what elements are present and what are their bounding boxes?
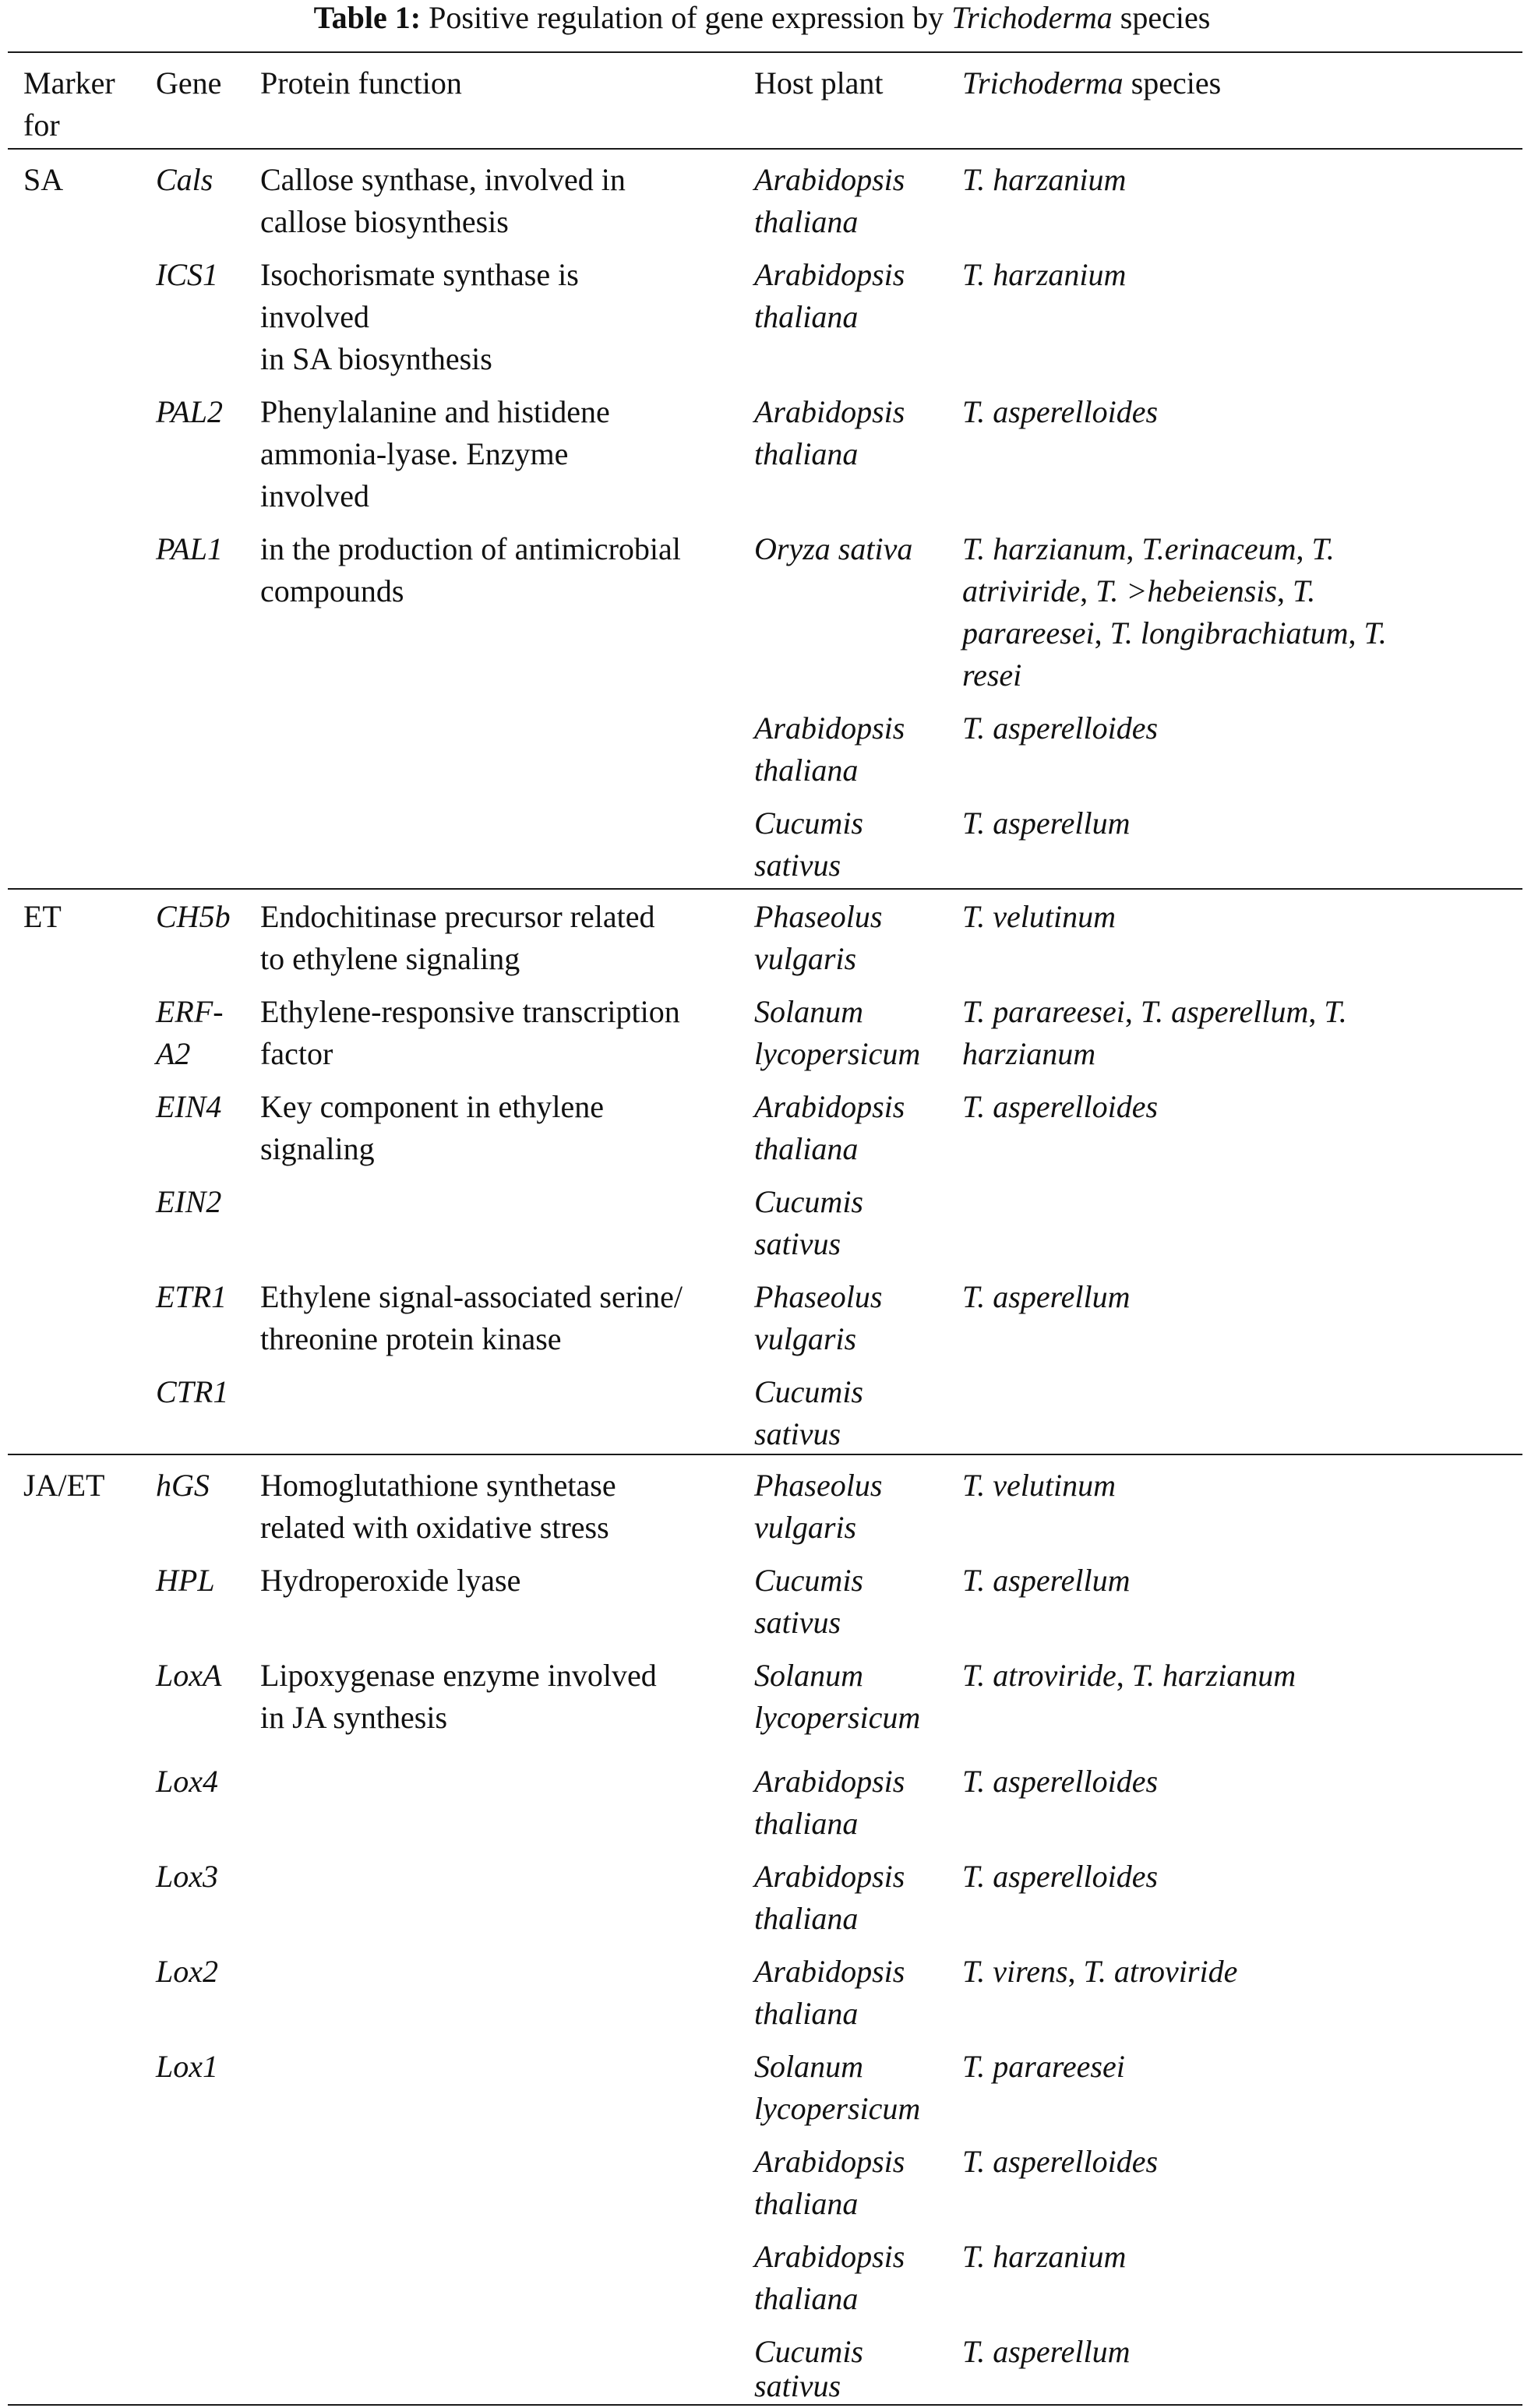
species-parareesei-word: parareesei: [962, 615, 1095, 650]
function-hgs-line1: Homoglutathione synthetase: [260, 1468, 616, 1503]
species-separator: ,: [1348, 615, 1356, 650]
host-etr1-line2: vulgaris: [754, 1321, 857, 1356]
host-hpl-line1: Cucumis: [754, 1563, 863, 1598]
host-loxa-line1: Solanum: [754, 1658, 863, 1693]
species-lox1-arabidopsis-a: T. asperelloides: [962, 2144, 1159, 2179]
function-ein4-line2: signaling: [260, 1131, 375, 1166]
gene-ics1: ICS1: [156, 257, 218, 292]
function-pal2-line3: involved: [260, 478, 369, 513]
host-lox2-line2: thaliana: [754, 1996, 859, 2031]
gene-loxa: LoxA: [156, 1658, 222, 1693]
host-lox4-line2: thaliana: [754, 1806, 859, 1841]
host-ch5b-line2: vulgaris: [754, 941, 857, 976]
gene-erf-a2-line2: A2: [156, 1036, 191, 1071]
host-ein2-line1: Cucumis: [754, 1184, 863, 1219]
species-lox3: T. asperelloides: [962, 1859, 1159, 1894]
host-ch5b-line1: Phaseolus: [754, 899, 883, 934]
header-host-plant: Host plant: [754, 65, 884, 100]
species-lox4: T. asperelloides: [962, 1764, 1159, 1799]
function-pal2-line2: ammonia-lyase. Enzyme: [260, 436, 569, 471]
gene-pal2: PAL2: [156, 394, 223, 429]
function-etr1-line1: Ethylene signal-associated serine/: [260, 1279, 683, 1314]
species-atroviride: T. atroviride: [962, 1658, 1117, 1693]
species-ch5b: T. velutinum: [962, 899, 1117, 934]
host-pal2-line1: Arabidopsis: [754, 394, 905, 429]
host-lox4-line1: Arabidopsis: [754, 1764, 905, 1799]
group-label-sa: SA: [23, 162, 64, 197]
host-pal2-line2: thaliana: [754, 436, 859, 471]
function-hpl: Hydroperoxide lyase: [260, 1563, 521, 1598]
species-erf-a2-line2: harzianum: [962, 1036, 1096, 1071]
species-erf-a2-line1: [962, 991, 1347, 1033]
species-ics1: T. harzanium: [962, 257, 1127, 292]
header-species-word: species: [1131, 65, 1222, 100]
table-caption: [0, 0, 1524, 36]
species-loxa: [962, 1655, 1296, 1697]
host-lox1-arabidopsis-b-line1: Arabidopsis: [754, 2239, 905, 2274]
header-protein-function: Protein function: [260, 65, 462, 100]
host-cals-line2: thaliana: [754, 204, 859, 239]
function-ics1-line2: involved: [260, 299, 369, 334]
host-ics1-line1: Arabidopsis: [754, 257, 905, 292]
group-label-et: ET: [23, 899, 62, 934]
header-bottom-rule: [8, 148, 1522, 150]
species-pal1-cucumis: T. asperellum: [962, 806, 1131, 841]
host-lox1-cucumis-line2: sativus: [754, 2368, 841, 2403]
function-ics1-line1: Isochorismate synthase is: [260, 257, 579, 292]
gene-etr1: ETR1: [156, 1279, 228, 1314]
function-hgs-line2: related with oxidative stress: [260, 1510, 609, 1545]
species-parareesei: T. parareesei: [962, 994, 1125, 1029]
host-pal1-oryza: Oryza sativa: [754, 531, 913, 566]
function-ch5b-line2: to ethylene signaling: [260, 941, 520, 976]
host-lox1-solanum-line1: Solanum: [754, 2049, 863, 2084]
host-ctr1-line1: Cucumis: [754, 1374, 863, 1409]
species-separator: ,: [1296, 531, 1304, 566]
species-pal1-line1: [962, 528, 1335, 570]
function-ch5b-line1: Endochitinase precursor related: [260, 899, 655, 934]
function-pal1-line1: in the production of antimicrobial: [260, 531, 681, 566]
gene-lox3: Lox3: [156, 1859, 218, 1894]
gene-ein4: EIN4: [156, 1089, 222, 1124]
gene-lox4: Lox4: [156, 1764, 218, 1799]
function-ics1-line3: in SA biosynthesis: [260, 341, 492, 376]
species-t-abbrev: T.: [1311, 531, 1335, 566]
species-lox1-solanum: T. parareesei: [962, 2049, 1125, 2084]
host-lox1-cucumis-line1: Cucumis: [754, 2334, 863, 2369]
host-etr1-line1: Phaseolus: [754, 1279, 883, 1314]
species-lox2: [962, 1951, 1237, 1993]
host-lox1-arabidopsis-a-line1: Arabidopsis: [754, 2144, 905, 2179]
function-ein4-line1: Key component in ethylene: [260, 1089, 604, 1124]
host-pal1-arabidopsis-line1: Arabidopsis: [754, 710, 905, 746]
species-t-abbrev: T.: [1363, 615, 1387, 650]
function-pal2-line1: Phenylalanine and histidene: [260, 394, 610, 429]
host-lox1-arabidopsis-b-line2: thaliana: [754, 2281, 859, 2316]
species-atroviride: T. atroviride: [1083, 1954, 1238, 1989]
caption-text: Positive regulation of gene expression by: [429, 0, 944, 35]
caption-label: Table 1:: [313, 0, 422, 35]
host-ctr1-line2: sativus: [754, 1416, 841, 1451]
species-separator: ,: [1276, 573, 1285, 608]
species-harzianum: T. harzianum: [962, 531, 1127, 566]
gene-lox1: Lox1: [156, 2049, 218, 2084]
species-separator: ,: [1126, 531, 1134, 566]
gene-ch5b: CH5b: [156, 899, 231, 934]
gene-ein2: EIN2: [156, 1184, 222, 1219]
species-t-abbrev: T.: [1324, 994, 1347, 1029]
header-trichoderma-species: [962, 62, 1221, 104]
header-marker: Marker: [23, 65, 115, 100]
host-hgs-line1: Phaseolus: [754, 1468, 883, 1503]
species-pal1-line2: [962, 570, 1315, 612]
species-separator: ,: [1067, 1954, 1076, 1989]
header-gene: Gene: [156, 65, 222, 100]
species-hebeiensis: T. >hebeiensis: [1095, 573, 1277, 608]
table-bottom-rule: [8, 2404, 1522, 2406]
host-lox1-solanum-line2: lycopersicum: [754, 2091, 921, 2126]
function-erf-a2-line2: factor: [260, 1036, 333, 1071]
host-cals-line1: Arabidopsis: [754, 162, 905, 197]
group-label-jaet: JA/ET: [23, 1468, 105, 1503]
species-cals: T. harzanium: [962, 162, 1127, 197]
species-lox1-arabidopsis-b: T. harzanium: [962, 2239, 1127, 2274]
caption-genus: Trichoderma: [951, 0, 1113, 35]
caption-species-word: species: [1120, 0, 1211, 35]
species-atriviride: atriviride: [962, 573, 1081, 608]
gene-hgs: hGS: [156, 1468, 210, 1503]
host-ein4-line1: Arabidopsis: [754, 1089, 905, 1124]
host-lox2-line1: Arabidopsis: [754, 1954, 905, 1989]
species-ein4: T. asperelloides: [962, 1089, 1159, 1124]
host-erf-a2-line1: Solanum: [754, 994, 863, 1029]
host-pal1-cucumis-line2: sativus: [754, 848, 841, 883]
gene-cals: Cals: [156, 162, 213, 197]
species-separator: ,: [1080, 573, 1088, 608]
host-ein4-line2: thaliana: [754, 1131, 859, 1166]
species-harzianum: T. harzianum: [1131, 1658, 1296, 1693]
gene-ctr1: CTR1: [156, 1374, 229, 1409]
host-loxa-line2: lycopersicum: [754, 1700, 921, 1735]
species-separator: ,: [1094, 615, 1102, 650]
species-etr1: T. asperellum: [962, 1279, 1131, 1314]
species-hgs: T. velutinum: [962, 1468, 1117, 1503]
species-asperellum: T. asperellum: [1140, 994, 1309, 1029]
function-loxa-line2: in JA synthesis: [260, 1700, 448, 1735]
table-top-rule: [8, 51, 1522, 53]
species-virens: T. virens: [962, 1954, 1068, 1989]
host-hpl-line2: sativus: [754, 1605, 841, 1640]
host-pal1-arabidopsis-line2: thaliana: [754, 753, 859, 788]
species-longibrachiatum: T. longibrachiatum: [1109, 615, 1349, 650]
function-loxa-line1: Lipoxygenase enzyme involved: [260, 1658, 657, 1693]
host-ics1-line2: thaliana: [754, 299, 859, 334]
function-etr1-line2: threonine protein kinase: [260, 1321, 562, 1356]
species-separator: ,: [1124, 994, 1133, 1029]
species-pal1-line3: [962, 612, 1387, 654]
group-separator-sa-et: [8, 888, 1522, 890]
species-erinaceum: T.erinaceum: [1141, 531, 1296, 566]
function-erf-a2-line1: Ethylene-responsive transcription: [260, 994, 680, 1029]
species-separator: ,: [1308, 994, 1317, 1029]
function-cals-line2: callose biosynthesis: [260, 204, 509, 239]
gene-lox2: Lox2: [156, 1954, 218, 1989]
species-lox1-cucumis: T. asperellum: [962, 2334, 1131, 2369]
gene-erf-a2-line1: ERF-: [156, 994, 224, 1029]
host-ein2-line2: sativus: [754, 1226, 841, 1261]
species-pal1-line4: resei: [962, 658, 1022, 693]
host-pal1-cucumis-line1: Cucumis: [754, 806, 863, 841]
species-pal1-arabidopsis: T. asperelloides: [962, 710, 1159, 746]
host-lox1-arabidopsis-a-line2: thaliana: [754, 2186, 859, 2221]
host-hgs-line2: vulgaris: [754, 1510, 857, 1545]
host-lox3-line1: Arabidopsis: [754, 1859, 905, 1894]
species-hpl: T. asperellum: [962, 1563, 1131, 1598]
function-cals-line1: Callose synthase, involved in: [260, 162, 626, 197]
function-pal1-line2: compounds: [260, 573, 404, 608]
species-pal2: T. asperelloides: [962, 394, 1159, 429]
header-marker-for: for: [23, 108, 60, 143]
species-t-abbrev: T.: [1292, 573, 1316, 608]
gene-hpl: HPL: [156, 1563, 215, 1598]
host-erf-a2-line2: lycopersicum: [754, 1036, 921, 1071]
host-lox3-line2: thaliana: [754, 1901, 859, 1936]
species-separator: ,: [1116, 1658, 1124, 1693]
header-genus: Trichoderma: [962, 65, 1124, 100]
group-separator-et-jaet: [8, 1454, 1522, 1455]
gene-pal1: PAL1: [156, 531, 223, 566]
